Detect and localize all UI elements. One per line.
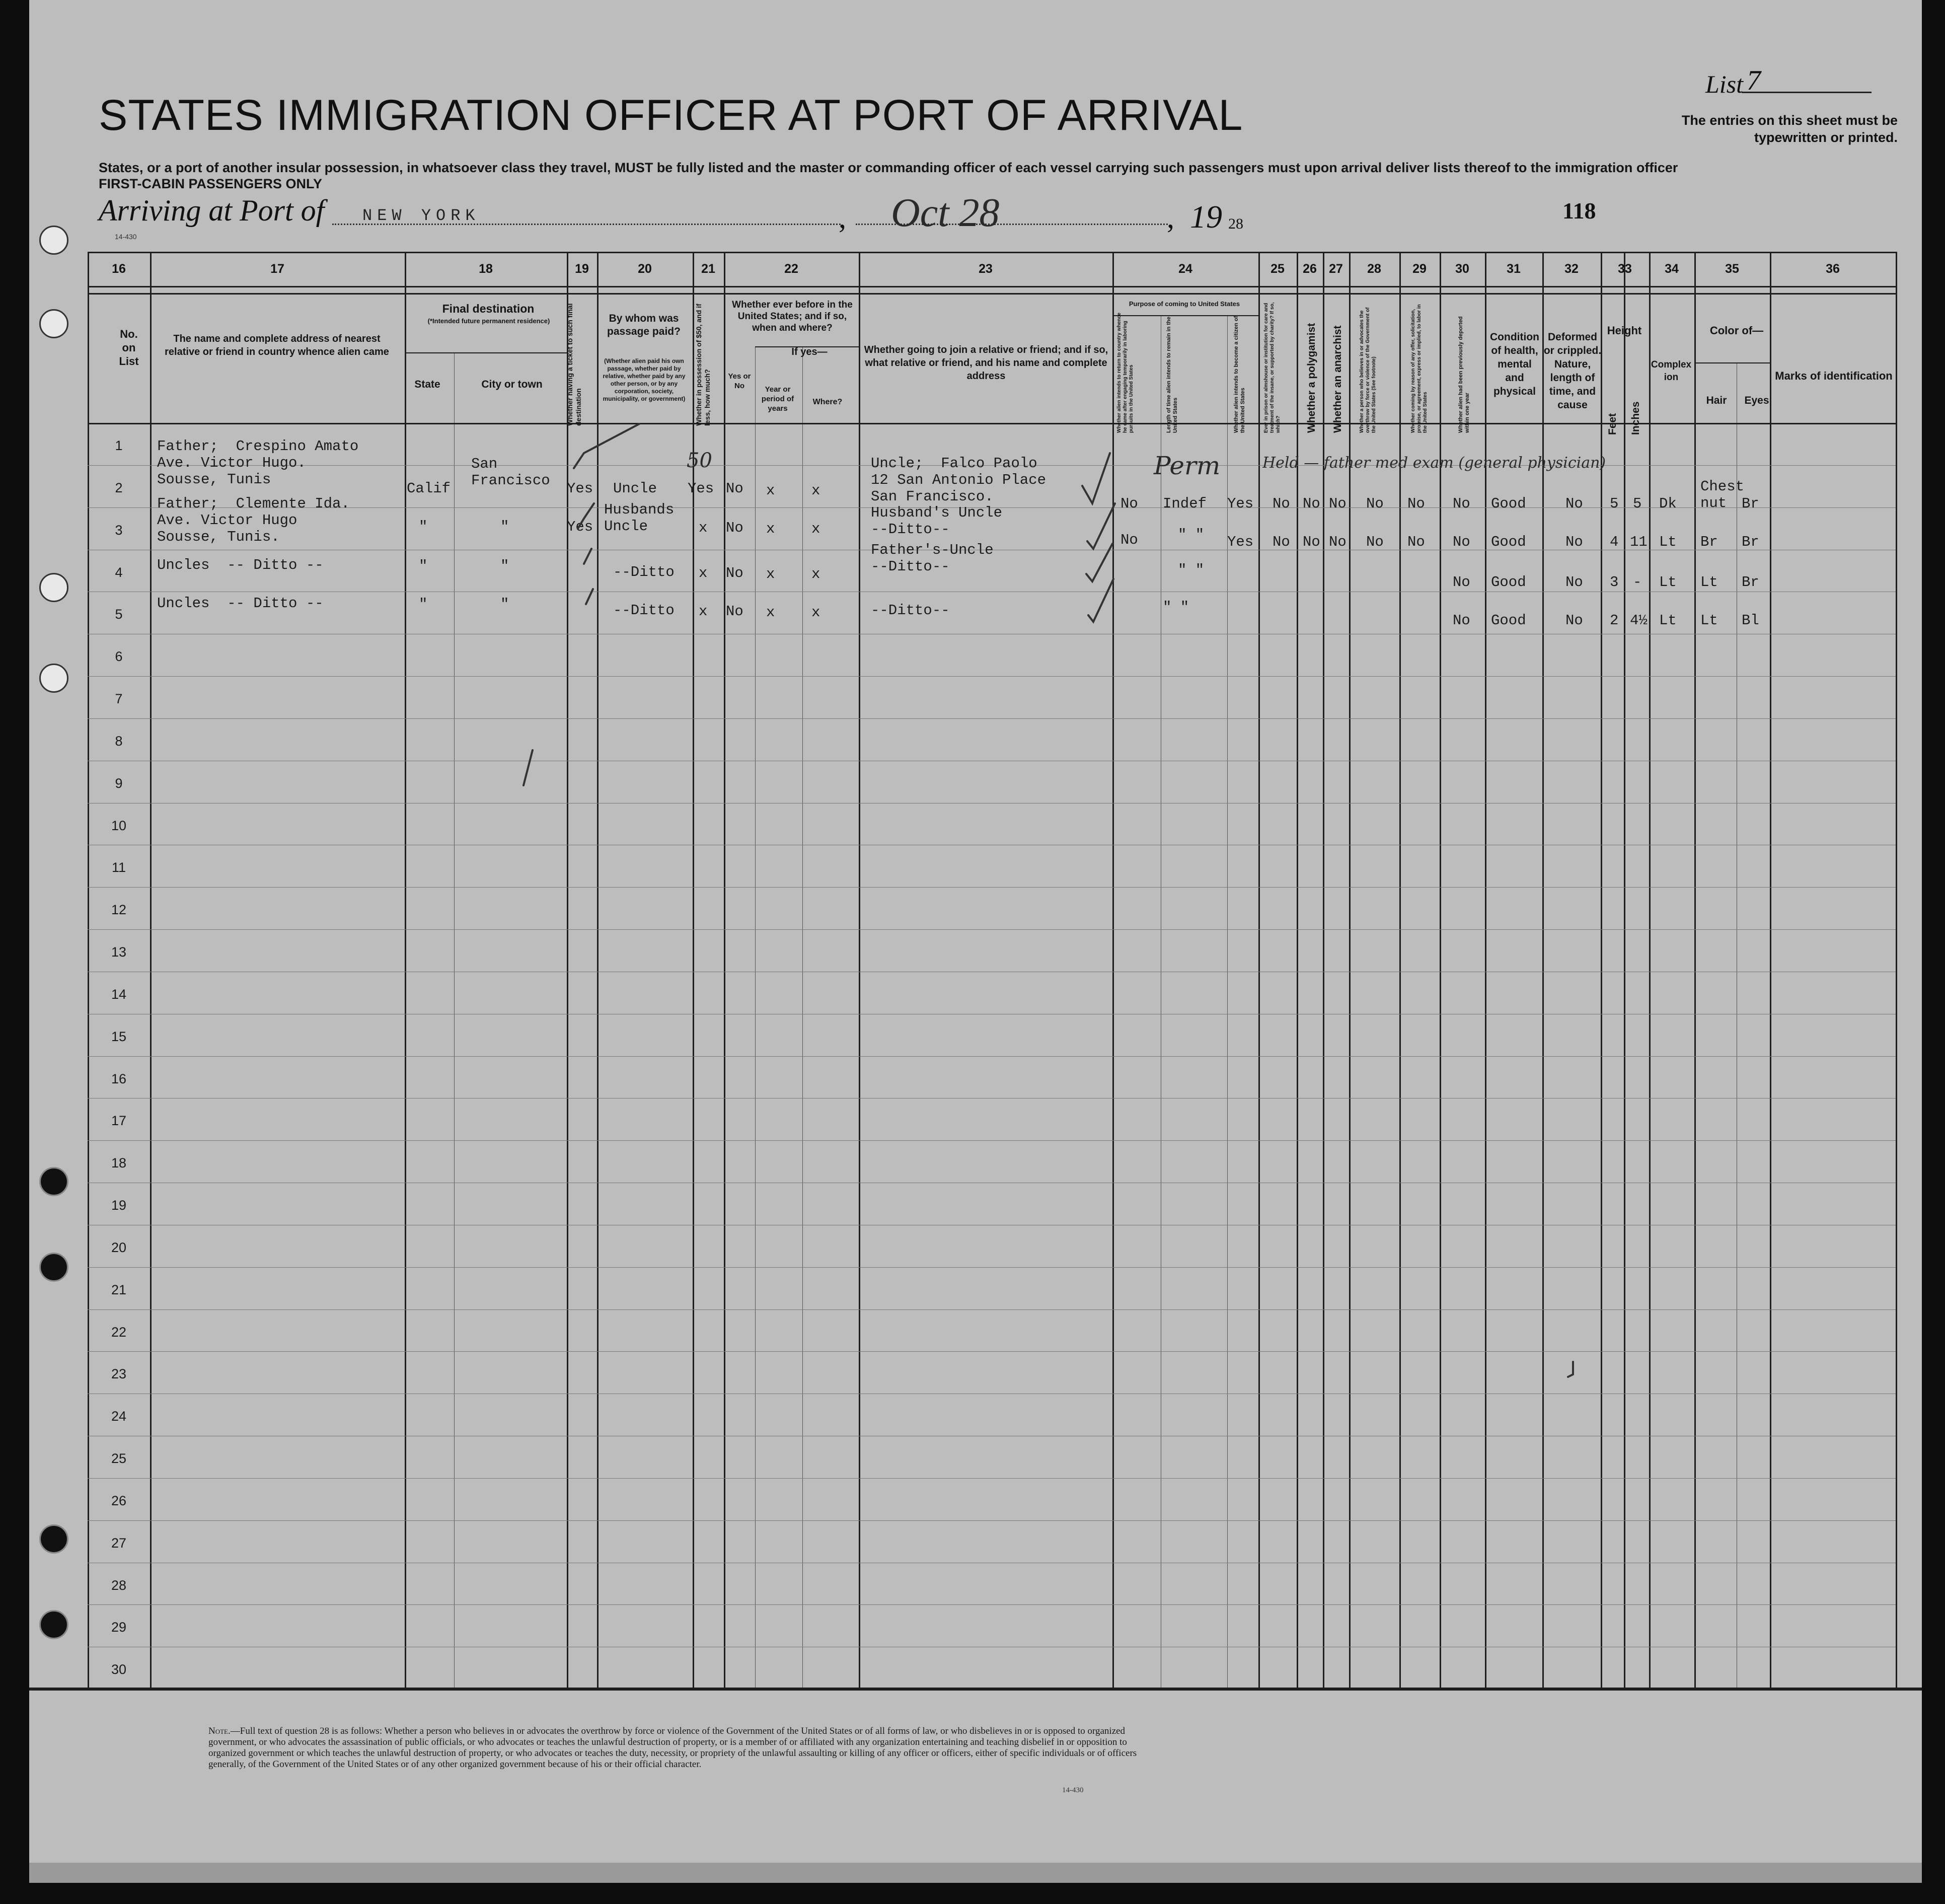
column-number: 17 [270, 262, 284, 276]
previous-years: x [766, 482, 775, 499]
row-number: 11 [111, 860, 126, 875]
length-of-stay: " " [1178, 562, 1205, 578]
height-inches: 5 [1633, 495, 1642, 512]
deformed-status: No [1565, 574, 1583, 591]
destination-state: " [419, 558, 428, 574]
header-previous-visit: Whether ever before in the United States; and if so, when and where? [732, 300, 853, 333]
eye-color: Br [1742, 574, 1759, 591]
passage-paid-by: Uncle [613, 480, 657, 497]
height-inches: 4½ [1630, 612, 1648, 629]
row-number: 28 [111, 1577, 127, 1593]
eye-color: Br [1742, 534, 1759, 550]
return-intent: No [1120, 495, 1138, 512]
header-health: Condition of health, mental and physical [1490, 331, 1539, 397]
ticket-status: Yes [567, 519, 593, 535]
row-number: 18 [111, 1155, 127, 1171]
complexion: Lt [1659, 612, 1677, 629]
hair-color: Br [1700, 534, 1718, 550]
row-number: 30 [111, 1662, 127, 1677]
row-number: 9 [115, 775, 123, 791]
column-number: 34 [1665, 262, 1679, 276]
anarchist-status: No [1329, 534, 1346, 550]
height-inches: 11 [1630, 534, 1648, 550]
list-label: List [1705, 70, 1744, 98]
header-eyes: Eyes [1744, 395, 1769, 406]
height-feet: 4 [1610, 534, 1619, 550]
destination-city: " [500, 558, 509, 574]
deported-status: No [1453, 612, 1470, 629]
header-join-relative: Whether going to join a relative or friend; and if so, what relative or friend, and his name and complete address [864, 344, 1108, 382]
column-number: 25 [1270, 262, 1285, 276]
footer-form-code: 14-430 [1062, 1786, 1084, 1794]
relative-address: Uncles -- Ditto -- [157, 557, 324, 573]
health-condition: Good [1491, 574, 1526, 591]
joining-relative: Husband's Uncle --Ditto-- [871, 504, 1003, 538]
header-anarchist: Whether an anarchist [1332, 325, 1343, 433]
health-condition: Good [1491, 495, 1526, 512]
previously-in-us: No [726, 603, 743, 620]
header-polygamist: Whether a polygamist [1306, 323, 1317, 433]
header-feet: Feet [1607, 413, 1618, 435]
port-value: NEW YORK [362, 206, 480, 225]
row-number: 22 [111, 1324, 127, 1340]
column-number: 33 [1618, 262, 1632, 276]
header-hair: Hair [1706, 395, 1727, 406]
header-purpose-return: Whether alien intends to return to country whence he came after engaging temporarily in laboring pursuits in the United States [1116, 313, 1134, 433]
header-color-of: Color of— [1709, 324, 1764, 337]
header-final-destination-note: (*Intended future permanent residence) [427, 317, 550, 325]
length-of-stay: Indef [1163, 495, 1207, 512]
previously-in-us: No [726, 520, 743, 536]
row-number: 26 [111, 1493, 127, 1508]
previous-years: x [766, 521, 775, 537]
destination-state: " [419, 519, 428, 535]
comma-separator: , [1167, 201, 1174, 234]
column-number: 22 [784, 262, 798, 276]
header-purpose-length: Length of time alien intends to remain in the United States [1166, 316, 1178, 433]
header-no-on-list: No. on List [119, 328, 139, 368]
return-intent: No [1120, 532, 1138, 548]
row-number: 21 [111, 1282, 127, 1297]
question-28: No [1366, 534, 1384, 550]
fifty-dollars: x [699, 520, 708, 536]
destination-city: " [500, 519, 509, 535]
polygamist-status: No [1303, 534, 1320, 550]
relative-address: Father; Crespino Amato Ave. Victor Hugo. Sousse, Tunis [157, 438, 359, 488]
question-28-footnote [208, 1726, 1140, 1770]
fifty-dollars: x [699, 565, 708, 581]
row-number: 5 [115, 607, 123, 622]
row-number: 13 [111, 944, 127, 960]
column-number: 18 [479, 262, 493, 276]
previous-where: x [811, 604, 820, 621]
row-number: 15 [111, 1029, 127, 1044]
column-number: 19 [575, 262, 589, 276]
deformed-status: No [1565, 534, 1583, 550]
header-fifty-dollars: Whether in possession of $50, and if less, how much? [695, 304, 711, 426]
entries-note: The entries on this sheet must be typewritten or printed. [1681, 113, 1898, 145]
polygamist-status: No [1303, 495, 1320, 512]
row-number: 24 [111, 1409, 127, 1424]
column-number: 29 [1412, 262, 1427, 276]
header-state: State [414, 379, 440, 390]
column-number: 28 [1367, 262, 1381, 276]
anarchist-status: No [1329, 495, 1346, 512]
prison-status: No [1273, 495, 1290, 512]
row-number: 4 [115, 564, 123, 580]
previous-where: x [811, 521, 820, 537]
row-number: 29 [111, 1620, 127, 1635]
height-inches: - [1633, 574, 1642, 591]
joining-relative: Father's-Uncle --Ditto-- [871, 542, 994, 575]
header-deported: Whether alien had been previously deported within one year [1458, 316, 1470, 433]
passage-paid-by: Husbands Uncle [604, 501, 675, 535]
row-number: 1 [115, 438, 123, 454]
fifty-dollars: x [699, 603, 708, 620]
passage-paid-by: --Ditto [613, 602, 675, 619]
header-q29: Whether coming by reason of any offer, solicitation, promise, or agreement, express or implied, to labor in the United States [1410, 304, 1428, 433]
deported-status: No [1453, 534, 1470, 550]
header-passage-paid: By whom was passage paid? [607, 313, 681, 337]
header-where: Where? [812, 398, 843, 406]
joining-relative: Uncle; Falco Paolo 12 San Antonio Place San Francisco. [871, 455, 1046, 505]
row-number: 16 [111, 1071, 127, 1086]
passage-paid-by: --Ditto [613, 564, 675, 580]
eye-color: Br [1742, 495, 1759, 512]
column-number: 27 [1329, 262, 1343, 276]
page-title: STATES IMMIGRATION OFFICER AT PORT OF ARRIVAL [99, 91, 1243, 139]
deported-status: No [1453, 574, 1470, 591]
hair-color: Chest nut [1700, 478, 1745, 511]
header-q28: Whether a person who believes in or advocates the overthrow by force or violence of the Government of the United States (See footnote) [1359, 307, 1377, 433]
deported-status: No [1453, 495, 1470, 512]
destination-state: Calif [407, 480, 451, 497]
header-years: Year or period of years [761, 385, 794, 413]
row-number: 10 [111, 818, 127, 833]
column-number: 30 [1455, 262, 1469, 276]
header-height: Height [1607, 324, 1642, 337]
row-number: 19 [111, 1198, 127, 1213]
health-condition: Good [1491, 612, 1526, 629]
hair-color: Lt [1700, 612, 1718, 629]
deformed-status: No [1565, 612, 1583, 629]
previous-where: x [811, 482, 820, 499]
relative-address: Father; Clemente Ida. Ave. Victor Hugo Sousse, Tunis. [157, 495, 350, 545]
first-cabin-line: FIRST-CABIN PASSENGERS ONLY [99, 176, 323, 191]
arriving-label: Arriving at Port of [99, 194, 325, 227]
question-28: No [1366, 495, 1384, 512]
column-number: 24 [1178, 262, 1192, 276]
deformed-status: No [1565, 495, 1583, 512]
previously-in-us: No [726, 565, 743, 581]
header-deformed: Deformed or crippled. Nature, length of time, and cause [1543, 331, 1602, 411]
eye-color: Bl [1742, 612, 1759, 629]
header-marks: Marks of identification [1775, 370, 1893, 382]
previous-where: x [811, 566, 820, 582]
fifty-dollars: Yes [688, 480, 714, 497]
row-number: 3 [115, 522, 123, 538]
length-of-stay: " " [1178, 527, 1205, 543]
footnote-lead: Note. [208, 1726, 231, 1736]
height-feet: 2 [1610, 612, 1619, 629]
row-number: 12 [111, 902, 127, 918]
question-29: No [1407, 495, 1425, 512]
held-handwritten-note: Held — father med exam (general physician) [1262, 454, 1606, 472]
row-number: 14 [111, 986, 127, 1002]
complexion: Lt [1659, 574, 1677, 591]
column-number: 32 [1564, 262, 1579, 276]
year-prefix: 19 [1190, 199, 1222, 235]
health-condition: Good [1491, 534, 1526, 550]
column-number: 26 [1303, 262, 1317, 276]
column-number: 23 [979, 262, 993, 276]
complexion: Lt [1659, 534, 1677, 550]
row-number: 7 [115, 691, 123, 707]
column-number: 36 [1826, 262, 1840, 276]
header-complexion: Complexion [1651, 359, 1692, 383]
citizen-intent: Yes [1227, 495, 1254, 512]
list-number: 7 [1747, 65, 1761, 96]
purpose-handwritten: Perm [1154, 451, 1221, 480]
row-number: 27 [111, 1535, 127, 1551]
prison-status: No [1273, 534, 1290, 550]
previous-years: x [766, 604, 775, 621]
destination-city: " [500, 596, 509, 613]
row-number: 23 [111, 1366, 127, 1382]
previous-years: x [766, 566, 775, 582]
row-number: 20 [111, 1239, 127, 1255]
arrival-date: Oct 28 [891, 191, 1000, 235]
destination-city: San Francisco [471, 456, 550, 489]
hair-color: Lt [1700, 574, 1718, 591]
fifty-handwritten: 50 [687, 449, 712, 472]
row-number: 2 [115, 480, 123, 495]
form-code: 14-430 [115, 233, 137, 241]
citizen-intent: Yes [1227, 534, 1254, 550]
row-number: 8 [115, 733, 123, 749]
joining-relative: --Ditto-- [871, 602, 950, 619]
column-number: 16 [112, 262, 126, 276]
column-number: 35 [1725, 262, 1739, 276]
header-final-destination: Final destination [442, 302, 535, 315]
length-of-stay: " " [1163, 599, 1189, 616]
header-prison: Ever in prison or almshouse or institution for care and treatment of the insane, or supported by charity? If so, which? [1263, 302, 1281, 433]
column-number: 21 [701, 262, 715, 276]
header-passage-paid-note: (Whether alien paid his own passage, whether paid by relative, whether paid by any other person, or by any corporation, society, municipality, or government) [603, 357, 686, 402]
row-number: 17 [111, 1113, 127, 1129]
comma-separator: , [839, 201, 846, 234]
complexion: Dk [1659, 495, 1677, 512]
ticket-status: Yes [567, 480, 593, 497]
footnote-text: —Full text of question 28 is as follows: Whether a person who believes in or advocates the overthrow by force or violence of the Government of the United States or of all forms of law, or who disbelieves in or is opposed to organized government, or who advocates the assassination of public officials, or who advocates or teaches the unlawful destruction of property, or is a member of or affiliated with any organization entertaining and teaching disbelief in or opposition to organized government or which teaches the unlawful destruction of property, or who advocates or teaches the duty, necessity, or propriety of the unlawful assaulting or killing of any officer or officers, either of specific individuals or of officers generally, of the Government of the United States or of any other organized government because of his or their official character. [208, 1726, 1137, 1770]
header-relative-address: The name and complete address of nearest relative or friend in country whence alien came [165, 333, 389, 357]
header-ticket: Whether having a ticket to such final destination [566, 303, 582, 426]
destination-state: " [419, 596, 428, 613]
header-city: City or town [481, 379, 543, 390]
instructions-line: States, or a port of another insular possession, in whatsoever class they travel, MUST be fully listed and the master or commanding officer of each vessel carrying such passengers must upon arrival deliver lists thereof to the immigration officer [99, 160, 1678, 175]
relative-address: Uncles -- Ditto -- [157, 595, 324, 612]
question-29: No [1407, 534, 1425, 550]
column-number: 20 [638, 262, 652, 276]
previously-in-us: No [726, 480, 743, 497]
row-number: 6 [115, 649, 123, 665]
header-purpose-citizen: Whether alien intends to become a citizen of the United States [1233, 316, 1246, 433]
header-if-yes: If yes— [791, 346, 828, 357]
height-feet: 3 [1610, 574, 1619, 591]
year-suffix: 28 [1228, 215, 1243, 232]
column-number: 31 [1507, 262, 1521, 276]
height-feet: 5 [1610, 495, 1619, 512]
page-number: 118 [1562, 198, 1596, 224]
header-inches: Inches [1630, 401, 1641, 435]
row-number: 25 [111, 1451, 127, 1467]
header-previous-yesno: Yes or No [728, 372, 751, 390]
header-purpose: Purpose of coming to United States [1129, 300, 1240, 308]
